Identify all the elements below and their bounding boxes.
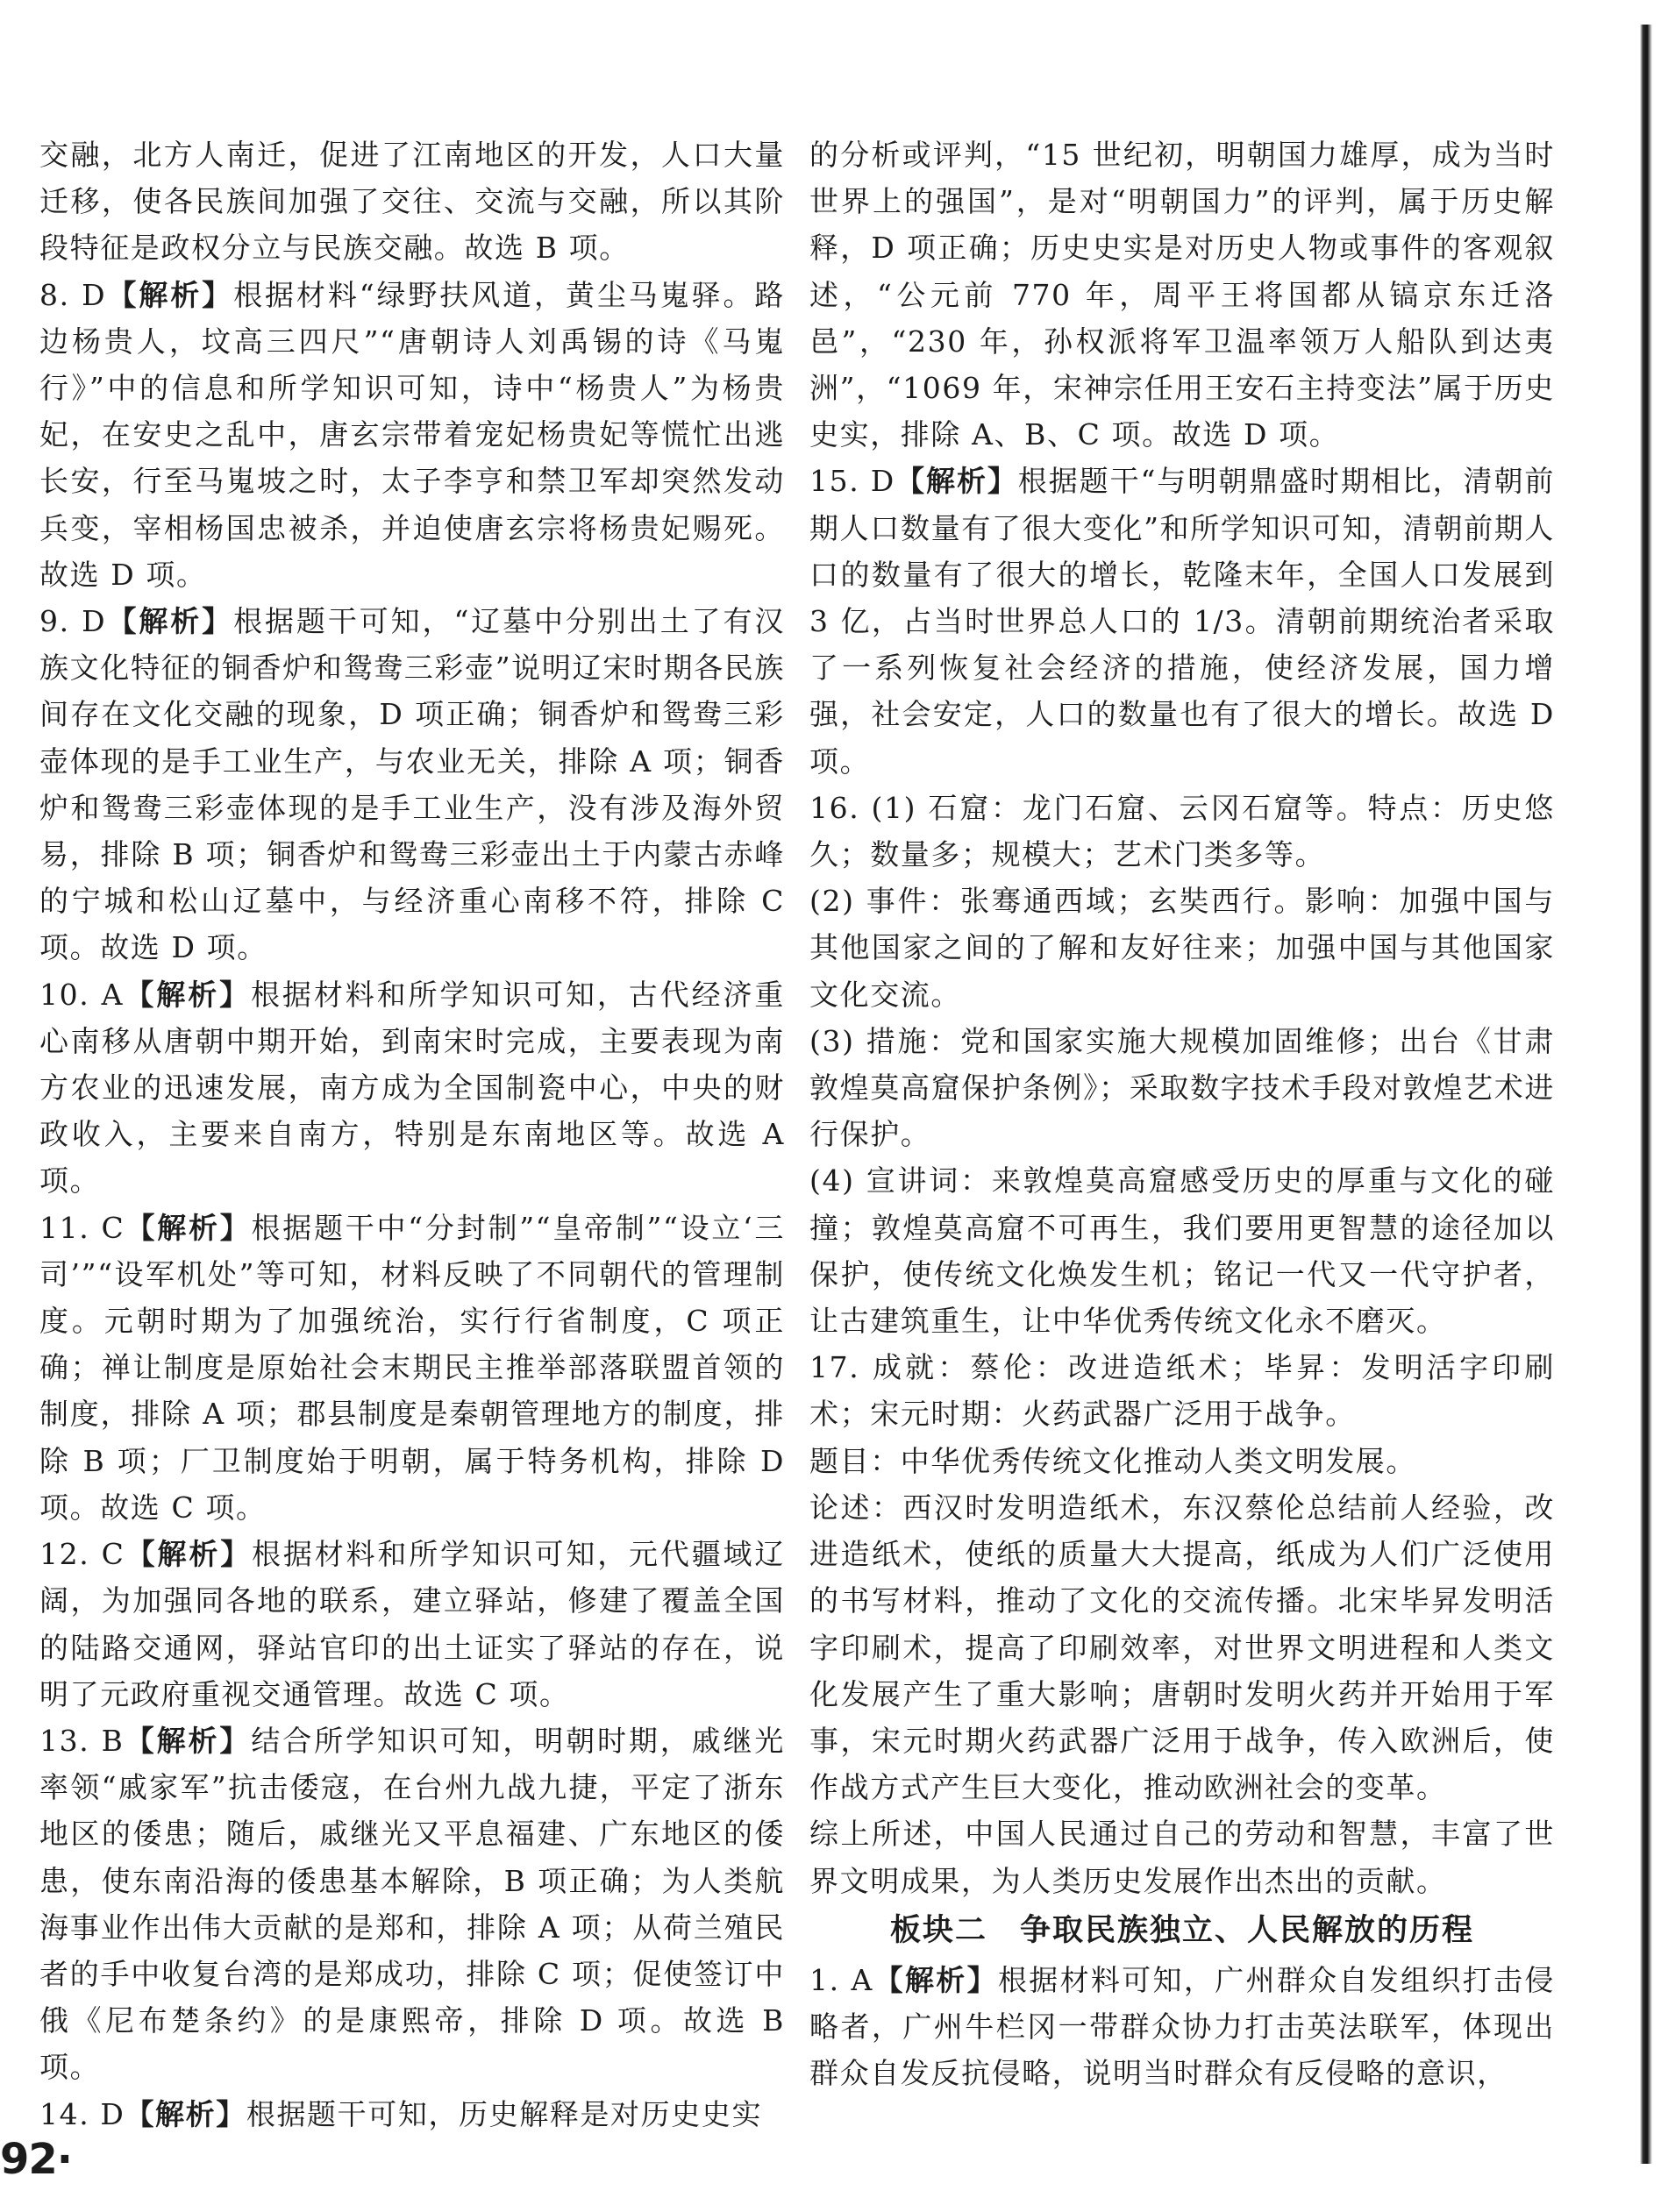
right-column	[809, 132, 1555, 2096]
paragraph: 的分析或评判，“15 世纪初，明朝国力雄厚，成为当时世界上的强国”，是对“明朝国力”的评判，属于历史解释，D 项正确；历史史实是对历史人物或事件的客观叙述，“公元前 770 年，周平王将国都从镐京东迁洛邑”，“230 年，孙权派将军卫温率领万人船队到达夷洲”，“1069 年，宋神宗任用王安石主持变法”属于历史史实，排除 A、B、C 项。故选 D 项。	[809, 138, 1555, 452]
answer-item-14: 14. D【解析】根据题干可知，历史解释是对历史史实	[39, 2096, 763, 2131]
answer-item-16-3: (3) 措施：党和国家实施大规模加固维修；出台《甘肃敦煌莫高窟保护条例》；采取数字技术手段对敦煌艺术进行保护。	[809, 1023, 1555, 1152]
answer-item-17-essay: 论述：西汉时发明造纸术，东汉蔡伦总结前人经验，改进造纸术，使纸的质量大大提高，纸成为人们广泛使用的书写材料，推动了文化的交流传播。北宋毕昇发明活字印刷术，提高了印刷效率，对世界文明进程和人类文化发展产生了重大影响；唐朝时发明火药并开始用于军事，宋元时期火药武器广泛用于战争，传入欧洲后，使作战方式产生巨大变化，推动欧洲社会的变革。	[809, 1490, 1555, 1805]
answer-item-15: 15. D【解析】根据题干“与明朝鼎盛时期相比，清朝前期人口数量有了很大变化”和所学知识可知，清朝前期人口的数量有了很大的增长，乾隆末年，全国人口发展到 3 亿，占当时世界总人口的 1/3。清朝前期统治者采取了一系列恢复社会经济的措施，使经济发展，国力增强，社会安定，人口的数量也有了很大的增长。故选 D 项。	[809, 464, 1555, 779]
answer-item-17-summary: 综上所述，中国人民通过自己的劳动和智慧，丰富了世界文明成果，为人类历史发展作出杰出的贡献。	[809, 1817, 1555, 1898]
answer-item-16-4: (4) 宣讲词：来敦煌莫高窟感受历史的厚重与文化的碰撞；敦煌莫高窟不可再生，我们要用更智慧的途径加以保护，使传统文化焕发生机；铭记一代又一代守护者，让古建筑重生，让中华优秀传统文化永不磨灭。	[809, 1163, 1555, 1339]
page-edge-shadow	[1640, 25, 1652, 2164]
answer-item-10: 10. A【解析】根据材料和所学知识可知，古代经济重心南移从唐朝中期开始，到南宋时完成，主要表现为南方农业的迅速发展，南方成为全国制瓷中心，中央的财政收入，主要来自南方，特别是东南地区等。故选 A 项。	[39, 977, 785, 1198]
answer-item-16-2: (2) 事件：张骞通西域；玄奘西行。影响：加强中国与其他国家之间的了解和友好往来；加强中国与其他国家文化交流。	[809, 884, 1555, 1012]
page-number: 92·	[0, 2135, 73, 2184]
paragraph: 交融，北方人南迁，促进了江南地区的开发，人口大量迁移，使各民族间加强了交往、交流与交融，所以其阶段特征是政权分立与民族交融。故选 B 项。	[39, 138, 785, 266]
answer-item-8: 8. D【解析】根据材料“绿野扶风道，黄尘马嵬驿。路边杨贵人，坟高三四尺”“唐朝诗人刘禹锡的诗《马嵬行》”中的信息和所学知识可知，诗中“杨贵人”为杨贵妃，在安史之乱中，唐玄宗带着宠妃杨贵妃等慌忙出逃长安，行至马嵬坡之时，太子李亨和禁卫军却突然发动兵变，宰相杨国忠被杀，并迫使唐玄宗将杨贵妃赐死。故选 D 项。	[39, 277, 786, 592]
answer-item-9: 9. D【解析】根据题干可知，“辽墓中分别出土了有汉族文化特征的铜香炉和鸳鸯三彩壶”说明辽宋时期各民族间存在文化交融的现象，D 项正确；铜香炉和鸳鸯三彩壶体现的是手工业生产，与农业无关，排除 A 项；铜香炉和鸳鸯三彩壶体现的是手工业生产，没有涉及海外贸易，排除 B 项；铜香炉和鸳鸯三彩壶出土于内蒙古赤峰的宁城和松山辽墓中，与经济重心南移不符，排除 C 项。故选 D 项。	[39, 604, 786, 965]
answer-item-16-1: 16. (1) 石窟：龙门石窟、云冈石窟等。特点：历史悠久；数量多；规模大；艺术门类多等。	[809, 790, 1555, 872]
section-title: 板块二 争取民族独立、人民解放的历程	[889, 1912, 1474, 1948]
answer-item-17-topic: 题目：中华优秀传统文化推动人类文明发展。	[809, 1443, 1416, 1478]
answer-item-13: 13. B【解析】结合所学知识可知，明朝时期，戚继光率领“戚家军”抗击倭寇，在台州九战九捷，平定了浙东地区的倭患；随后，戚继光又平息福建、广东地区的倭患，使东南沿海的倭患基本解除，B 项正确；为人类航海事业作出伟大贡献的是郑和，排除 A 项；从荷兰殖民者的手中收复台湾的是郑成功，排除 C 项；促使签订中俄《尼布楚条约》的是康熙帝，排除 D 项。故选 B 项。	[39, 1723, 786, 2085]
answer-item-12: 12. C【解析】根据材料和所学知识可知，元代疆域辽阔，为加强同各地的联系，建立驿站，修建了覆盖全国的陆路交通网，驿站官印的出土证实了驿站的存在，说明了元政府重视交通管理。故选 C 项。	[39, 1537, 785, 1711]
answer-item-17: 17. 成就：蔡伦：改进造纸术；毕昇：发明活字印刷术；宋元时期：火药武器广泛用于战争。	[809, 1350, 1555, 1432]
answer-item-1: 1. A【解析】根据材料可知，广州群众自发组织打击侵略者，广州牛栏冈一带群众协力打击英法联军，体现出群众自发反抗侵略，说明当时群众有反侵略的意识，	[809, 1962, 1555, 2091]
left-column	[39, 132, 785, 2137]
answer-item-11: 11. C【解析】根据题干中“分封制”“皇帝制”“设立‘三司’”“设军机处”等可知，材料反映了不同朝代的管理制度。元朝时期为了加强统治，实行行省制度，C 项正确；禅让制度是原始社会末期民主推举部落联盟首领的制度，排除 A 项；郡县制度是秦朝管理地方的制度，排除 B 项；厂卫制度始于明朝，属于特务机构，排除 D 项。故选 C 项。	[39, 1210, 785, 1525]
